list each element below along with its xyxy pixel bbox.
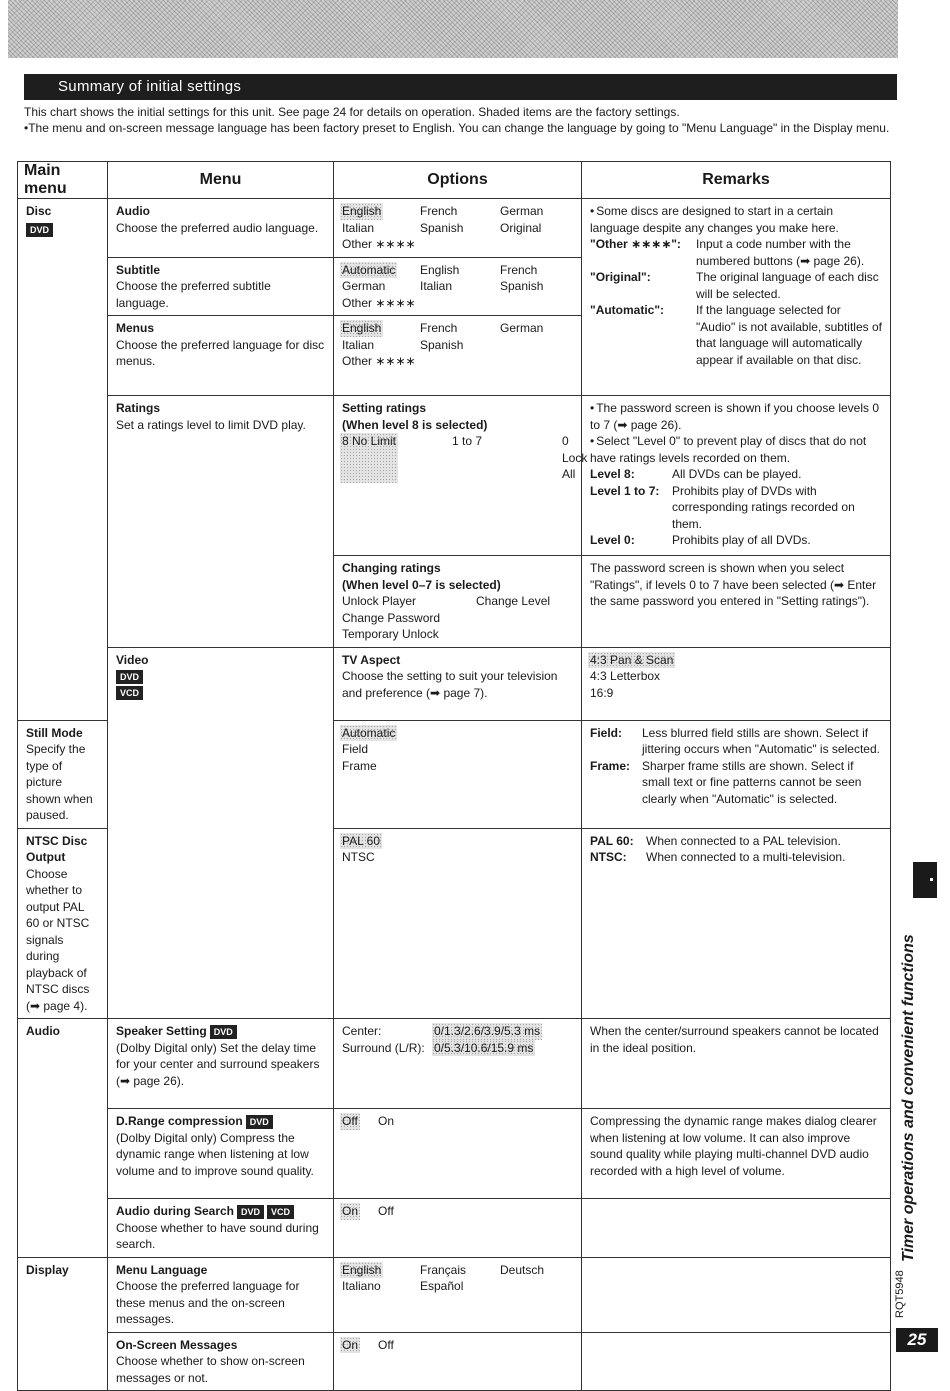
table-row [18, 1332, 891, 1391]
remark-key: Level 1 to 7: [590, 483, 660, 498]
options-ntsc-output [334, 828, 582, 1019]
menu-tv-aspect [334, 647, 582, 720]
option: On [378, 1114, 395, 1128]
option: Off [378, 1337, 394, 1352]
menu-menu-language [108, 1257, 334, 1332]
option: NTSC [342, 850, 375, 864]
page-number: 25 [896, 1328, 938, 1352]
dvd-badge-icon: DVD [237, 1205, 264, 1219]
option-default: 8 No Limit [340, 433, 398, 483]
vcd-badge-icon: VCD [267, 1205, 294, 1219]
remarks-changing-ratings [582, 556, 891, 648]
table-row [18, 647, 891, 720]
option: Temporary Unlock [342, 627, 439, 641]
menu-drange [108, 1109, 334, 1199]
option: French [500, 262, 538, 277]
menu-desc: Choose whether to show on-screen messages or not. [116, 1354, 305, 1385]
menu-title-text: Speaker Setting [116, 1024, 207, 1038]
remark-text: When the center/surround speakers cannot be located in the ideal position. [590, 1024, 879, 1055]
options-still-mode [334, 720, 582, 828]
menu-desc: Choose whether to have sound during search. [116, 1220, 319, 1251]
option-default: English [342, 204, 382, 218]
option: Other ∗∗∗∗ [342, 354, 416, 368]
menu-audio-search [108, 1199, 334, 1258]
menu-osd [108, 1332, 334, 1391]
remarks-language [582, 199, 891, 396]
option: French [420, 204, 458, 218]
main-menu-label: Display [26, 1262, 69, 1277]
menu-desc: Choose whether to output PAL 60 or NTSC signals during playback of NTSC discs (➡ page 4). [26, 866, 90, 1013]
option: 16:9 [590, 685, 614, 700]
option: Italiano [342, 1279, 381, 1293]
options-tv-aspect [582, 647, 891, 720]
option-label: Center: [342, 1024, 382, 1038]
option-label: Surround (L/R): [342, 1040, 425, 1055]
option: Change Level [476, 594, 551, 608]
main-menu-video [108, 647, 334, 1019]
menu-title: Menus [116, 321, 155, 335]
menu-desc: Choose the setting to suit your television and preference (➡ page 7). [342, 669, 558, 700]
options-audio [334, 199, 582, 258]
option: Original [500, 220, 542, 235]
menu-ntsc-output [18, 828, 108, 1019]
menu-menus [108, 316, 334, 396]
menu-title: Ratings [116, 401, 161, 415]
remark-value: All DVDs can be played. [672, 467, 802, 481]
option: English [420, 262, 460, 277]
option: German [500, 204, 544, 218]
option-default: English [342, 1262, 382, 1277]
menu-audio [108, 199, 334, 258]
option: 4:3 Letterbox [590, 669, 661, 683]
menu-title: NTSC Disc Output [26, 833, 88, 864]
menu-desc: Choose the preferred audio language. [116, 220, 319, 235]
menu-title [116, 1023, 325, 1040]
sub-title: Changing ratings [342, 561, 441, 575]
menu-desc: Choose the preferred subtitle language. [116, 279, 271, 310]
option: Français [420, 1262, 467, 1277]
menu-title [116, 1113, 325, 1130]
dvd-badge-icon: DVD [116, 670, 143, 684]
remark-key: Level 0: [590, 533, 635, 547]
option-default: Automatic [342, 725, 396, 740]
table-row [18, 1257, 891, 1332]
table-row [18, 199, 891, 258]
option: Italian [342, 220, 375, 235]
remark-value: Prohibits play of all DVDs. [672, 533, 811, 547]
remark-text: Compressing the dynamic range makes dialog clearer when listening at low volume. It can also improve sound quality while playing multi-channel DVD audio recorded with a high level of volume. [590, 1114, 877, 1178]
sub-condition: (When level 0–7 is selected) [342, 577, 501, 592]
option: French [420, 321, 458, 335]
menu-title [116, 1203, 325, 1220]
menu-title: On-Screen Messages [116, 1337, 238, 1352]
remark-key: "Other ∗∗∗∗": [590, 237, 681, 251]
remark-key: Frame: [590, 758, 631, 773]
table-row [18, 396, 891, 556]
remarks-menu-language [582, 1257, 891, 1332]
remarks-osd [582, 1332, 891, 1391]
option: Spanish [500, 279, 544, 293]
remark-text: The password screen is shown when you select "Ratings", if levels 0 to 7 have been selected (➡ Enter the same password you entered in "Setting ratings"). [590, 561, 877, 608]
remarks-setting-ratings [582, 396, 891, 556]
menu-desc: Choose the preferred language for these menus and the on-screen messages. [116, 1279, 300, 1326]
option: Off [378, 1204, 394, 1218]
remark-text: • The password screen is shown if you choose levels 0 to 7 (➡ page 26). [590, 400, 882, 433]
dvd-badge-icon: DVD [26, 223, 53, 237]
menu-title: TV Aspect [342, 652, 401, 667]
remark-text: • Some discs are designed to start in a certain language despite any changes you make here. [590, 203, 882, 236]
menu-desc: Choose the preferred language for disc menus. [116, 337, 325, 368]
main-menu-label: Audio [26, 1024, 60, 1038]
option: Spanish [420, 220, 464, 235]
intro-text [24, 104, 902, 136]
intro-line-1: This chart shows the initial settings for this unit. See page 24 for details on operation. Shaded items are the factory settings. [24, 105, 680, 119]
col-menu: Menu [108, 162, 334, 199]
menu-desc: Specify the type of picture shown when paused. [26, 742, 93, 822]
option-default: On [342, 1337, 359, 1352]
section-heading: Summary of initial settings [24, 74, 897, 100]
options-setting-ratings [334, 396, 588, 556]
options-changing-ratings [334, 556, 582, 648]
remark-value: If the language selected for "Audio" is not available, subtitles of that language will automatically appear if available on that disc. [696, 303, 882, 367]
remark-key: PAL 60: [590, 833, 634, 848]
option: German [500, 321, 544, 335]
option: Italian [420, 279, 453, 293]
header-pattern-band [8, 0, 898, 58]
menu-ratings [108, 396, 334, 648]
menu-title-text: D.Range compression [116, 1114, 243, 1128]
option: Unlock Player [342, 594, 417, 608]
table-row [18, 1199, 891, 1258]
table-row [18, 1019, 891, 1109]
options-drange [334, 1109, 582, 1199]
options-menu-language [334, 1257, 582, 1332]
side-section-title: Timer operations and convenient functions [900, 934, 917, 1262]
option-values: 0/5.3/10.6/15.9 ms [434, 1040, 534, 1055]
menu-title-text: Audio during Search [116, 1204, 235, 1218]
option-default: English [342, 321, 382, 335]
section-tab-marker [913, 862, 937, 898]
table-row [18, 1109, 891, 1199]
remarks-speaker-setting [582, 1019, 891, 1109]
main-menu-disc [18, 199, 108, 721]
menu-title: Still Mode [26, 725, 83, 740]
remark-text: • Select "Level 0" to prevent play of discs that do not have ratings levels recorded on them. [590, 433, 882, 466]
dvd-badge-icon: DVD [210, 1025, 237, 1039]
remarks-ntsc-output [582, 828, 891, 1019]
main-menu-display [18, 1257, 108, 1391]
remark-key: Level 8: [590, 467, 635, 481]
option-values: 0/1.3/2.6/3.9/5.3 ms [434, 1024, 541, 1038]
option: Other ∗∗∗∗ [342, 237, 416, 251]
remark-value: Prohibits play of DVDs with corresponding ratings recorded on them. [672, 483, 855, 531]
col-options: Options [334, 162, 582, 199]
remark-key: "Automatic": [590, 303, 665, 317]
option: 0 Lock All [562, 434, 588, 481]
remark-value: Sharper frame stills are shown. Select if small text or fine patterns cannot be seen clearly when "Automatic" is selected. [642, 758, 862, 806]
remark-key: NTSC: [590, 850, 627, 864]
remark-value: Less blurred field stills are shown. Select if jittering occurs when "Automatic" is selected. [642, 725, 880, 756]
remark-key: Field: [590, 725, 622, 740]
options-osd [334, 1332, 582, 1391]
option: Spanish [420, 337, 464, 352]
option: Change Password [342, 610, 441, 625]
option: Field [342, 742, 369, 756]
option-default: 4:3 Pan & Scan [590, 652, 674, 667]
main-menu-label: Disc [26, 204, 52, 218]
option-default: Off [342, 1114, 358, 1128]
menu-desc: Set a ratings level to limit DVD play. [116, 417, 306, 432]
remark-key: "Original": [590, 270, 651, 284]
settings-table [17, 161, 891, 1391]
menu-still-mode [18, 720, 108, 828]
option-default: Automatic [342, 262, 396, 277]
remarks-audio-search [582, 1199, 891, 1258]
col-remarks: Remarks [582, 162, 891, 199]
options-menus [334, 316, 582, 396]
option: Deutsch [500, 1262, 545, 1277]
menu-desc: (Dolby Digital only) Compress the dynamic range when listening at low volume and to improve sound quality. [116, 1130, 314, 1178]
option: Italian [342, 337, 375, 352]
options-audio-search [334, 1199, 582, 1258]
sub-title: Setting ratings [342, 401, 427, 415]
menu-title: Subtitle [116, 262, 160, 277]
col-main-menu: Main menu [18, 162, 108, 199]
menu-desc: (Dolby Digital only) Set the delay time for your center and surround speakers (➡ page 26). [116, 1040, 320, 1088]
vcd-badge-icon: VCD [116, 686, 143, 700]
remark-value: When connected to a PAL television. [646, 833, 841, 848]
options-speaker-setting [334, 1019, 582, 1109]
option: Español [420, 1279, 464, 1293]
options-subtitle [334, 257, 582, 316]
intro-line-2: •The menu and on-screen message language has been factory preset to English. You can change the language by going to "Menu Language" in the Display menu. [24, 121, 890, 135]
option-default: PAL 60 [342, 833, 381, 848]
menu-title: Audio [116, 204, 150, 218]
remark-value: The original language of each disc will be selected. [696, 270, 879, 301]
sub-condition: (When level 8 is selected) [342, 417, 488, 432]
main-menu-audio [18, 1019, 108, 1258]
option: German [342, 279, 386, 293]
menu-subtitle [108, 257, 334, 316]
remark-value: Input a code number with the numbered buttons (➡ page 26). [696, 237, 865, 268]
remarks-drange [582, 1109, 891, 1199]
remark-value: When connected to a multi-television. [646, 850, 846, 864]
menu-speaker-setting [108, 1019, 334, 1109]
option-default: On [342, 1204, 359, 1218]
remarks-still-mode [582, 720, 891, 828]
option: Frame [342, 758, 377, 773]
option: Other ∗∗∗∗ [342, 295, 416, 310]
document-code: RQT5948 [894, 1270, 906, 1318]
option: 1 to 7 [452, 434, 483, 448]
dvd-badge-icon: DVD [246, 1115, 273, 1129]
table-header-row [18, 162, 891, 199]
menu-title: Menu Language [116, 1262, 208, 1277]
main-menu-label: Video [116, 652, 149, 667]
